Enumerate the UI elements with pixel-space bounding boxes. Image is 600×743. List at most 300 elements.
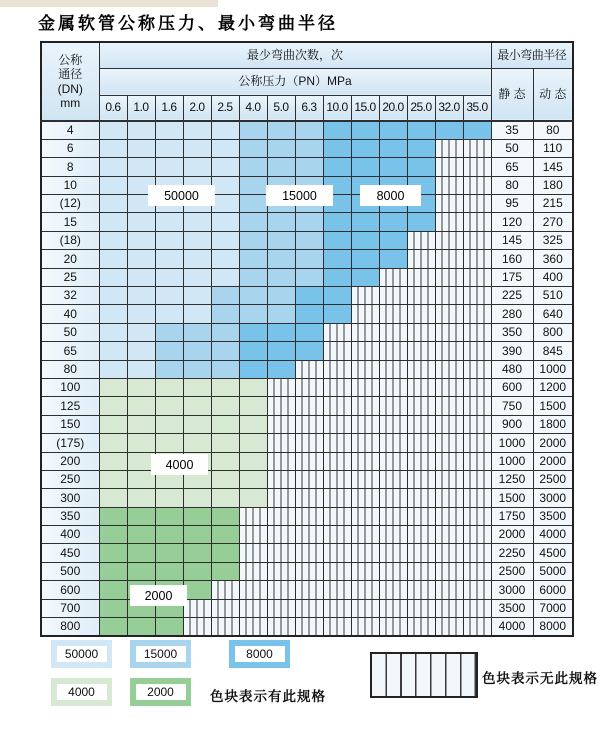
spec-cell-4000 bbox=[127, 397, 155, 415]
spec-cell-15000 bbox=[295, 139, 323, 157]
dn-cell: 15 bbox=[41, 213, 99, 231]
spec-cell-50000 bbox=[99, 121, 127, 139]
spec-cell-50000 bbox=[99, 305, 127, 323]
spec-cell-4000 bbox=[155, 397, 183, 415]
pressure-header: 公称压力（PN）MPa bbox=[99, 68, 491, 95]
spec-cell-50000 bbox=[127, 323, 155, 341]
spec-cell-8000 bbox=[407, 213, 435, 231]
spec-cell-8000 bbox=[295, 342, 323, 360]
no-spec-cell bbox=[407, 507, 435, 525]
no-spec-cell bbox=[323, 360, 351, 378]
spec-cell-15000 bbox=[239, 268, 267, 286]
spec-cell-2000 bbox=[127, 562, 155, 580]
no-spec-cell bbox=[435, 176, 463, 194]
no-spec-cell bbox=[323, 489, 351, 507]
spec-cell-4000 bbox=[211, 489, 239, 507]
dynamic-radius-cell: 845 bbox=[533, 342, 573, 360]
no-spec-cell bbox=[239, 507, 267, 525]
spec-cell-2000 bbox=[155, 562, 183, 580]
no-spec-cell bbox=[267, 452, 295, 470]
dn-cell: 350 bbox=[41, 507, 99, 525]
dn-cell: 300 bbox=[41, 489, 99, 507]
pressure-col-header: 15.0 bbox=[351, 95, 379, 121]
no-spec-cell bbox=[407, 434, 435, 452]
dn-header-line: 通径 bbox=[58, 67, 83, 81]
spec-cell-50000 bbox=[211, 268, 239, 286]
spec-cell-8000 bbox=[407, 121, 435, 139]
table-row bbox=[41, 507, 573, 525]
static-radius-cell: 1250 bbox=[491, 470, 533, 488]
no-spec-cell bbox=[295, 581, 323, 599]
no-spec-cell bbox=[267, 397, 295, 415]
spec-cell-4000 bbox=[99, 452, 127, 470]
no-spec-cell bbox=[407, 231, 435, 249]
pressure-col-header: 20.0 bbox=[379, 95, 407, 121]
no-spec-cell bbox=[435, 139, 463, 157]
no-spec-cell bbox=[295, 397, 323, 415]
spec-cell-2000 bbox=[127, 618, 155, 636]
no-spec-cell bbox=[351, 305, 379, 323]
no-spec-cell bbox=[323, 581, 351, 599]
static-radius-cell: 390 bbox=[491, 342, 533, 360]
spec-cell-50000 bbox=[183, 305, 211, 323]
spec-cell-15000 bbox=[239, 195, 267, 213]
no-spec-cell bbox=[407, 378, 435, 396]
spec-table bbox=[40, 41, 574, 637]
spec-cell-8000 bbox=[407, 158, 435, 176]
spec-cell-50000 bbox=[127, 231, 155, 249]
band-label-15000: 15000 bbox=[266, 185, 333, 206]
spec-cell-4000 bbox=[211, 415, 239, 433]
spec-cell-15000 bbox=[211, 305, 239, 323]
spec-cell-15000 bbox=[211, 360, 239, 378]
page-title: 金属软管公称压力、最小弯曲半径 bbox=[38, 14, 338, 34]
no-spec-cell bbox=[351, 452, 379, 470]
spec-cell-8000 bbox=[295, 305, 323, 323]
legend-swatch-label: 4000 bbox=[57, 684, 107, 700]
dn-cell: 125 bbox=[41, 397, 99, 415]
no-spec-cell bbox=[267, 415, 295, 433]
dynamic-radius-cell: 110 bbox=[533, 139, 573, 157]
spec-cell-50000 bbox=[127, 342, 155, 360]
no-spec-cell bbox=[407, 544, 435, 562]
spec-cell-50000 bbox=[127, 287, 155, 305]
no-spec-cell bbox=[463, 195, 491, 213]
no-spec-cell bbox=[407, 250, 435, 268]
no-spec-cell bbox=[267, 599, 295, 617]
spec-cell-50000 bbox=[183, 139, 211, 157]
dn-cell: 450 bbox=[41, 544, 99, 562]
no-spec-cell bbox=[435, 526, 463, 544]
legend-swatch-label: 2000 bbox=[136, 684, 186, 700]
spec-cell-50000 bbox=[99, 342, 127, 360]
no-spec-cell bbox=[407, 599, 435, 617]
no-spec-cell bbox=[379, 507, 407, 525]
dn-cell: (12) bbox=[41, 195, 99, 213]
spec-cell-50000 bbox=[155, 287, 183, 305]
legend-no-spec-text: 色块表示无此规格 bbox=[482, 671, 598, 686]
no-spec-cell bbox=[435, 360, 463, 378]
no-spec-cell bbox=[323, 544, 351, 562]
no-spec-cell bbox=[267, 544, 295, 562]
spec-cell-8000 bbox=[435, 121, 463, 139]
no-spec-cell bbox=[295, 544, 323, 562]
spec-cell-15000 bbox=[295, 213, 323, 231]
no-spec-cell bbox=[407, 268, 435, 286]
no-spec-cell bbox=[295, 507, 323, 525]
no-spec-cell bbox=[211, 618, 239, 636]
dynamic-radius-cell: 2000 bbox=[533, 434, 573, 452]
dynamic-radius-cell: 640 bbox=[533, 305, 573, 323]
dynamic-radius-cell: 145 bbox=[533, 158, 573, 176]
spec-cell-50000 bbox=[127, 360, 155, 378]
no-spec-cell bbox=[379, 342, 407, 360]
spec-cell-50000 bbox=[99, 250, 127, 268]
no-spec-cell bbox=[351, 397, 379, 415]
dn-cell: (175) bbox=[41, 434, 99, 452]
no-spec-cell bbox=[267, 618, 295, 636]
no-spec-cell bbox=[239, 599, 267, 617]
spec-cell-15000 bbox=[239, 250, 267, 268]
dynamic-radius-cell: 1200 bbox=[533, 378, 573, 396]
spec-cell-2000 bbox=[183, 526, 211, 544]
spec-cell-4000 bbox=[239, 434, 267, 452]
no-spec-cell bbox=[351, 489, 379, 507]
no-spec-cell bbox=[463, 544, 491, 562]
spec-cell-2000 bbox=[127, 544, 155, 562]
spec-cell-8000 bbox=[323, 305, 351, 323]
spec-cell-50000 bbox=[183, 158, 211, 176]
no-spec-cell bbox=[295, 378, 323, 396]
spec-cell-50000 bbox=[155, 268, 183, 286]
no-spec-cell bbox=[267, 434, 295, 452]
legend-swatch-50000 bbox=[51, 640, 112, 668]
spec-cell-15000 bbox=[267, 287, 295, 305]
spec-cell-15000 bbox=[267, 250, 295, 268]
no-spec-cell bbox=[463, 397, 491, 415]
spec-cell-50000 bbox=[155, 305, 183, 323]
spec-cell-15000 bbox=[295, 268, 323, 286]
no-spec-cell bbox=[379, 268, 407, 286]
dynamic-radius-cell: 180 bbox=[533, 176, 573, 194]
spec-cell-15000 bbox=[211, 342, 239, 360]
spec-cell-50000 bbox=[127, 139, 155, 157]
spec-cell-2000 bbox=[99, 507, 127, 525]
dynamic-radius-cell: 400 bbox=[533, 268, 573, 286]
spec-cell-15000 bbox=[267, 305, 295, 323]
table-row bbox=[41, 121, 573, 139]
static-radius-cell: 4000 bbox=[491, 618, 533, 636]
static-radius-cell: 750 bbox=[491, 397, 533, 415]
no-spec-cell bbox=[435, 231, 463, 249]
dn-cell: (18) bbox=[41, 231, 99, 249]
static-radius-cell: 1000 bbox=[491, 434, 533, 452]
dn-cell: 600 bbox=[41, 581, 99, 599]
spec-cell-8000 bbox=[379, 250, 407, 268]
static-radius-cell: 2000 bbox=[491, 526, 533, 544]
dn-cell: 150 bbox=[41, 415, 99, 433]
spec-cell-15000 bbox=[295, 158, 323, 176]
spec-cell-15000 bbox=[155, 342, 183, 360]
spec-cell-15000 bbox=[155, 360, 183, 378]
dn-cell: 800 bbox=[41, 618, 99, 636]
spec-cell-4000 bbox=[211, 470, 239, 488]
band-label-4000: 4000 bbox=[151, 454, 208, 475]
static-radius-cell: 65 bbox=[491, 158, 533, 176]
no-spec-cell bbox=[463, 507, 491, 525]
no-spec-cell bbox=[267, 507, 295, 525]
no-spec-cell bbox=[323, 507, 351, 525]
no-spec-cell bbox=[435, 250, 463, 268]
pressure-col-header: 32.0 bbox=[435, 95, 463, 121]
table-row bbox=[41, 139, 573, 157]
no-spec-cell bbox=[463, 415, 491, 433]
dynamic-radius-cell: 360 bbox=[533, 250, 573, 268]
no-spec-cell bbox=[435, 158, 463, 176]
no-spec-cell bbox=[435, 287, 463, 305]
no-spec-cell bbox=[379, 323, 407, 341]
spec-cell-8000 bbox=[239, 342, 267, 360]
no-spec-cell bbox=[323, 378, 351, 396]
table-row bbox=[41, 231, 573, 249]
spec-cell-8000 bbox=[323, 287, 351, 305]
pressure-col-header: 10.0 bbox=[323, 95, 351, 121]
no-spec-cell bbox=[183, 599, 211, 617]
no-spec-cell bbox=[379, 287, 407, 305]
band-label-8000: 8000 bbox=[360, 185, 421, 206]
legend-swatch-label: 15000 bbox=[136, 646, 186, 662]
spec-cell-15000 bbox=[295, 231, 323, 249]
no-spec-cell bbox=[463, 268, 491, 286]
spec-cell-4000 bbox=[155, 489, 183, 507]
dn-header bbox=[41, 42, 99, 121]
spec-cell-50000 bbox=[183, 268, 211, 286]
spec-cell-8000 bbox=[323, 231, 351, 249]
spec-cell-8000 bbox=[351, 158, 379, 176]
spec-cell-8000 bbox=[379, 121, 407, 139]
table-row bbox=[41, 158, 573, 176]
no-spec-cell bbox=[435, 452, 463, 470]
spec-cell-4000 bbox=[239, 378, 267, 396]
spec-cell-50000 bbox=[127, 213, 155, 231]
spec-cell-15000 bbox=[267, 139, 295, 157]
pressure-col-header: 35.0 bbox=[463, 95, 491, 121]
static-radius-cell: 120 bbox=[491, 213, 533, 231]
pressure-col-header: 4.0 bbox=[239, 95, 267, 121]
spec-cell-2000 bbox=[99, 562, 127, 580]
table-row bbox=[41, 470, 573, 488]
static-radius-cell: 160 bbox=[491, 250, 533, 268]
no-spec-cell bbox=[407, 489, 435, 507]
spec-cell-2000 bbox=[211, 507, 239, 525]
spec-cell-15000 bbox=[211, 323, 239, 341]
legend-swatch-label: 50000 bbox=[57, 646, 107, 662]
no-spec-cell bbox=[379, 544, 407, 562]
no-spec-cell bbox=[435, 305, 463, 323]
table-row bbox=[41, 452, 573, 470]
spec-cell-50000 bbox=[183, 287, 211, 305]
no-spec-cell bbox=[435, 489, 463, 507]
pressure-col-header: 1.0 bbox=[127, 95, 155, 121]
legend-swatch-15000 bbox=[130, 640, 191, 668]
spec-cell-4000 bbox=[155, 378, 183, 396]
spec-cell-4000 bbox=[183, 489, 211, 507]
dynamic-radius-cell: 5000 bbox=[533, 562, 573, 580]
no-spec-cell bbox=[323, 526, 351, 544]
spec-cell-15000 bbox=[295, 250, 323, 268]
spec-cell-4000 bbox=[183, 415, 211, 433]
pressure-col-header: 1.6 bbox=[155, 95, 183, 121]
no-spec-cell bbox=[463, 231, 491, 249]
dynamic-header: 动 态 bbox=[533, 68, 573, 121]
no-spec-cell bbox=[351, 526, 379, 544]
spec-cell-50000 bbox=[183, 231, 211, 249]
legend-swatch-4000 bbox=[51, 678, 112, 706]
no-spec-cell bbox=[351, 323, 379, 341]
table-row bbox=[41, 526, 573, 544]
no-spec-cell bbox=[435, 507, 463, 525]
no-spec-cell bbox=[295, 360, 323, 378]
no-spec-cell bbox=[463, 378, 491, 396]
spec-cell-8000 bbox=[379, 139, 407, 157]
static-radius-cell: 600 bbox=[491, 378, 533, 396]
static-radius-cell: 2250 bbox=[491, 544, 533, 562]
spec-cell-2000 bbox=[99, 599, 127, 617]
spec-cell-50000 bbox=[99, 231, 127, 249]
spec-cell-2000 bbox=[99, 581, 127, 599]
no-spec-cell bbox=[435, 434, 463, 452]
no-spec-cell bbox=[351, 544, 379, 562]
spec-cell-2000 bbox=[127, 507, 155, 525]
spec-cell-50000 bbox=[183, 213, 211, 231]
no-spec-cell bbox=[323, 342, 351, 360]
spec-cell-8000 bbox=[323, 139, 351, 157]
spec-cell-4000 bbox=[155, 415, 183, 433]
no-spec-cell bbox=[323, 397, 351, 415]
static-radius-cell: 900 bbox=[491, 415, 533, 433]
spec-cell-8000 bbox=[351, 231, 379, 249]
no-spec-cell bbox=[323, 562, 351, 580]
dynamic-radius-cell: 4500 bbox=[533, 544, 573, 562]
table-row bbox=[41, 268, 573, 286]
spec-cell-50000 bbox=[211, 250, 239, 268]
no-spec-cell bbox=[463, 526, 491, 544]
spec-cell-50000 bbox=[155, 158, 183, 176]
no-spec-cell bbox=[295, 470, 323, 488]
no-spec-cell bbox=[323, 323, 351, 341]
spec-cell-4000 bbox=[211, 397, 239, 415]
spec-cell-8000 bbox=[379, 231, 407, 249]
no-spec-cell bbox=[463, 176, 491, 194]
spec-cell-8000 bbox=[323, 158, 351, 176]
dynamic-radius-cell: 2000 bbox=[533, 452, 573, 470]
no-spec-cell bbox=[463, 470, 491, 488]
spec-cell-50000 bbox=[99, 287, 127, 305]
pressure-col-header: 25.0 bbox=[407, 95, 435, 121]
spec-cell-50000 bbox=[183, 121, 211, 139]
table-row bbox=[41, 599, 573, 617]
spec-cell-4000 bbox=[99, 489, 127, 507]
no-spec-cell bbox=[295, 415, 323, 433]
spec-cell-50000 bbox=[99, 139, 127, 157]
no-spec-cell bbox=[379, 489, 407, 507]
dynamic-radius-cell: 1500 bbox=[533, 397, 573, 415]
no-spec-cell bbox=[295, 489, 323, 507]
no-spec-cell bbox=[435, 342, 463, 360]
no-spec-cell bbox=[379, 581, 407, 599]
static-radius-cell: 225 bbox=[491, 287, 533, 305]
spec-cell-15000 bbox=[183, 323, 211, 341]
spec-cell-50000 bbox=[99, 323, 127, 341]
no-spec-cell bbox=[407, 415, 435, 433]
spec-cell-2000 bbox=[183, 562, 211, 580]
legend-has-spec-text: 色块表示有此规格 bbox=[210, 689, 326, 704]
spec-cell-15000 bbox=[211, 287, 239, 305]
no-spec-cell bbox=[351, 378, 379, 396]
no-spec-cell bbox=[463, 158, 491, 176]
band-label-50000: 50000 bbox=[148, 185, 215, 206]
legend-swatch-label: 8000 bbox=[235, 646, 285, 662]
no-spec-cell bbox=[239, 526, 267, 544]
spec-cell-4000 bbox=[99, 397, 127, 415]
spec-cell-2000 bbox=[183, 581, 211, 599]
dynamic-radius-cell: 2500 bbox=[533, 470, 573, 488]
dynamic-radius-cell: 80 bbox=[533, 121, 573, 139]
no-spec-cell bbox=[267, 470, 295, 488]
no-spec-cell bbox=[323, 434, 351, 452]
no-spec-cell bbox=[351, 618, 379, 636]
legend-swatch-8000 bbox=[229, 640, 290, 668]
no-spec-cell bbox=[379, 618, 407, 636]
no-spec-cell bbox=[463, 581, 491, 599]
no-spec-cell bbox=[407, 342, 435, 360]
spec-cell-8000 bbox=[379, 158, 407, 176]
spec-cell-2000 bbox=[99, 618, 127, 636]
static-radius-cell: 35 bbox=[491, 121, 533, 139]
spec-cell-50000 bbox=[211, 121, 239, 139]
pressure-col-header: 0.6 bbox=[99, 95, 127, 121]
spec-cell-50000 bbox=[127, 268, 155, 286]
no-spec-cell bbox=[379, 378, 407, 396]
spec-cell-4000 bbox=[127, 489, 155, 507]
no-spec-cell bbox=[295, 452, 323, 470]
no-spec-cell bbox=[435, 618, 463, 636]
no-spec-cell bbox=[379, 397, 407, 415]
spec-cell-50000 bbox=[99, 268, 127, 286]
no-spec-cell bbox=[295, 618, 323, 636]
no-spec-cell bbox=[407, 470, 435, 488]
no-spec-cell bbox=[239, 618, 267, 636]
spec-cell-8000 bbox=[323, 250, 351, 268]
no-spec-cell bbox=[239, 581, 267, 599]
no-spec-cell bbox=[435, 562, 463, 580]
no-spec-cell bbox=[211, 599, 239, 617]
spec-cell-15000 bbox=[239, 139, 267, 157]
dynamic-radius-cell: 270 bbox=[533, 213, 573, 231]
no-spec-cell bbox=[463, 618, 491, 636]
no-spec-cell bbox=[407, 287, 435, 305]
no-spec-cell bbox=[323, 415, 351, 433]
spec-cell-50000 bbox=[99, 176, 127, 194]
no-spec-cell bbox=[351, 434, 379, 452]
spec-cell-4000 bbox=[239, 452, 267, 470]
dynamic-radius-cell: 6000 bbox=[533, 581, 573, 599]
spec-cell-8000 bbox=[407, 139, 435, 157]
static-radius-cell: 3000 bbox=[491, 581, 533, 599]
dn-header-line: mm bbox=[60, 96, 81, 110]
no-spec-cell bbox=[351, 287, 379, 305]
spec-cell-8000 bbox=[267, 342, 295, 360]
